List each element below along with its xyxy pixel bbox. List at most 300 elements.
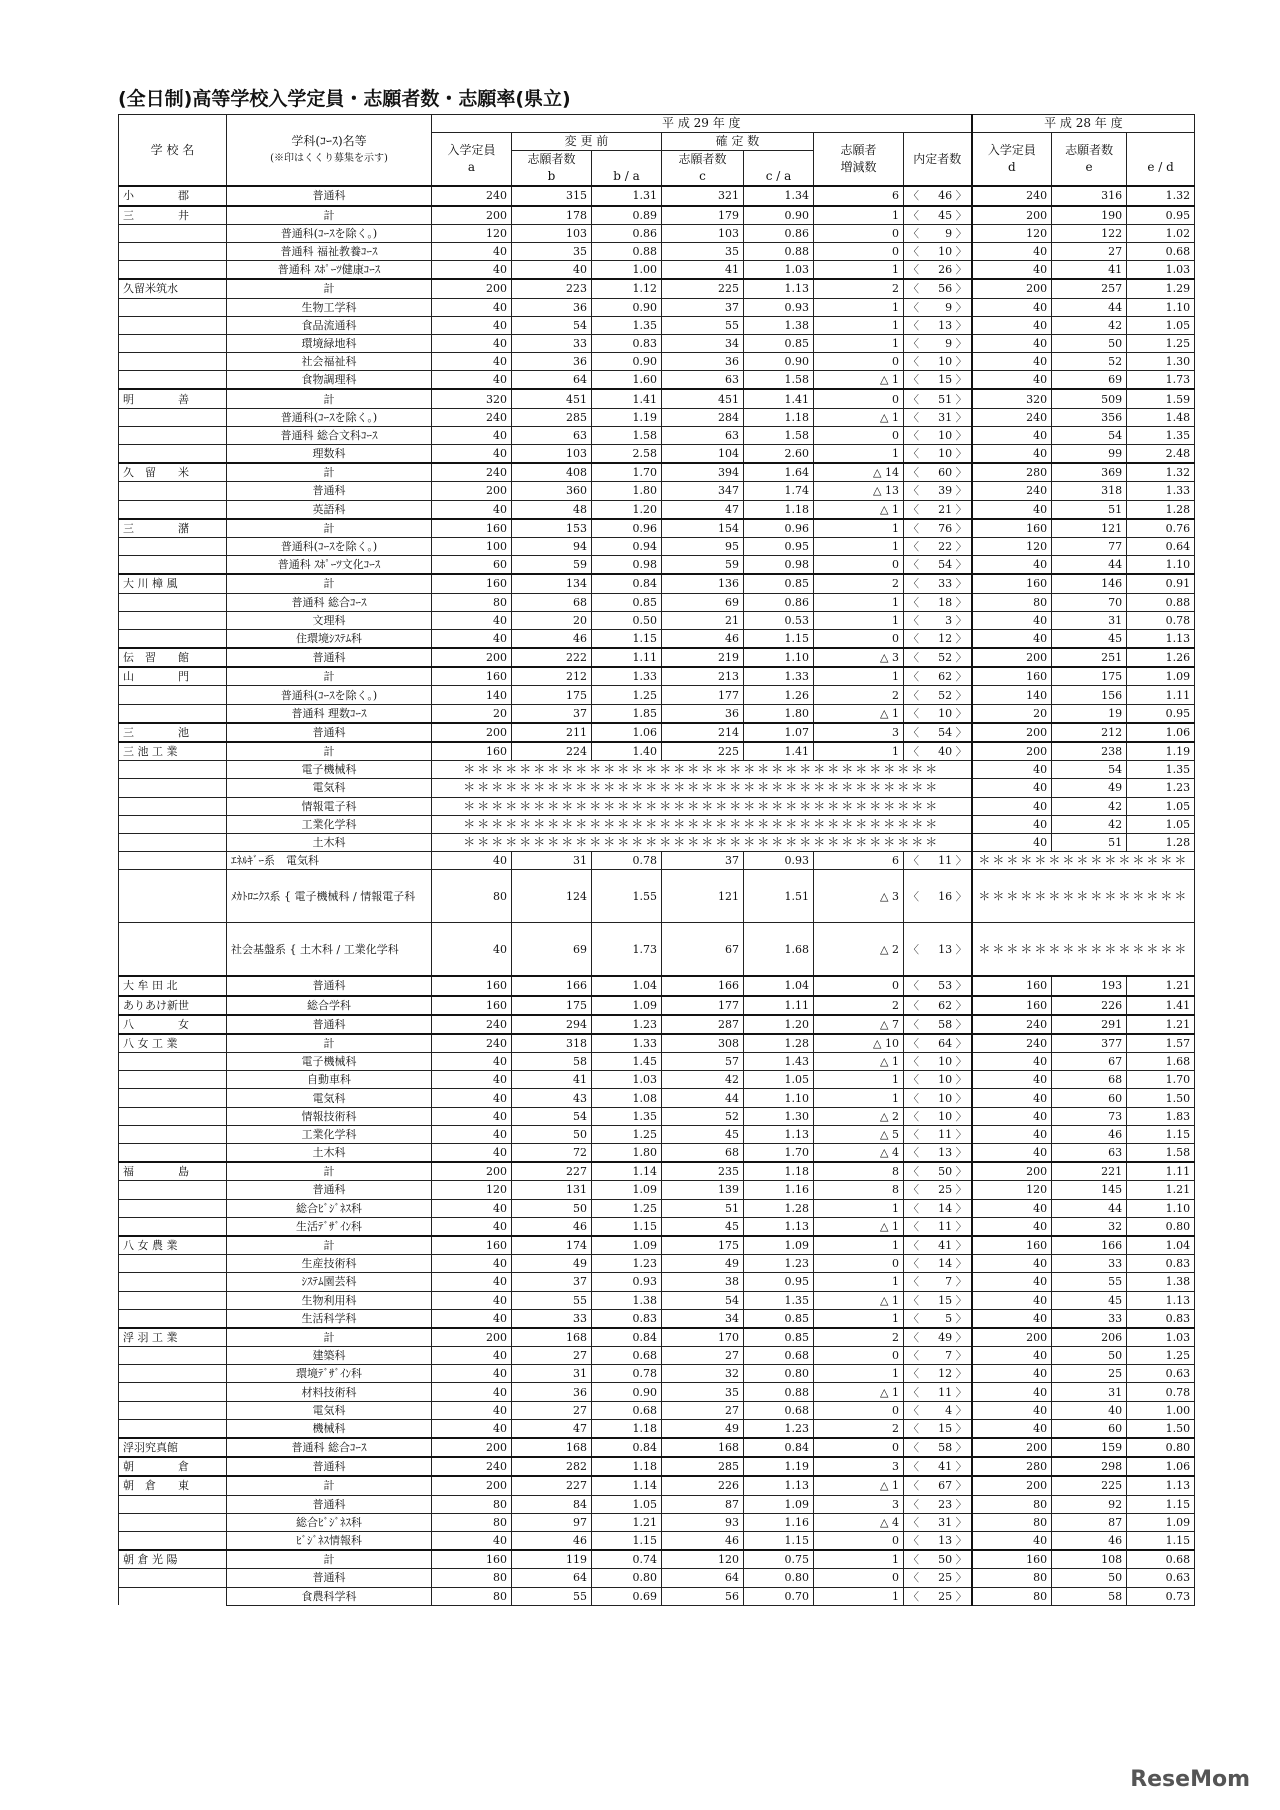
table-row [119, 1419, 1195, 1438]
table-cell: 浮 羽 工 業 [119, 1328, 227, 1347]
table-cell: 97 [512, 1513, 592, 1531]
col-applicants-e: 志願者数 e [1052, 133, 1127, 187]
table-cell [119, 1365, 227, 1383]
table-cell: 3 [814, 1495, 904, 1513]
table-cell: 普通科 ｽﾎﾟｰﾂ健康ｺｰｽ [227, 261, 432, 280]
table-cell: 朝 倉 光 陽 [119, 1550, 227, 1569]
table-cell: 1.23 [592, 1015, 662, 1034]
table-cell: 0.68 [1127, 242, 1195, 260]
table-cell: ｼｽﾃﾑ園芸科 [227, 1273, 432, 1291]
table-cell: 1.11 [1127, 1162, 1195, 1181]
table-cell: 普通科 [227, 482, 432, 500]
table-row [119, 1550, 1195, 1569]
table-cell: 土木科 [227, 1144, 432, 1163]
table-cell: 1.80 [592, 482, 662, 500]
table-cell: 1.05 [1127, 815, 1195, 833]
table-cell: 69 [512, 923, 592, 977]
table-cell: 0 [814, 242, 904, 260]
table-cell: 156 [1052, 686, 1127, 704]
col-course: 学科(ｺｰｽ)名等 (※印はくくり募集を示す) [227, 115, 432, 187]
table-cell: 1 [814, 1365, 904, 1383]
table-cell: 31 [512, 852, 592, 870]
table-cell: 1.70 [744, 1144, 814, 1163]
table-cell: 社会基盤系 { 土木科 / 工業化学科 [227, 923, 432, 977]
table-cell: 朝 倉 東 [119, 1476, 227, 1495]
table-cell: 0.80 [592, 1569, 662, 1587]
table-cell: 80 [432, 1587, 512, 1605]
table-cell: 40 [972, 1365, 1052, 1383]
table-row [119, 1071, 1195, 1089]
table-cell: 33 [512, 334, 592, 352]
table-cell: 27 [512, 1401, 592, 1419]
table-cell: 168 [662, 1438, 744, 1457]
table-cell: 315 [512, 186, 592, 205]
table-row [119, 611, 1195, 629]
table-cell: 環境ﾃﾞｻﾞｲﾝ科 [227, 1365, 432, 1383]
table-cell: 40 [432, 1273, 512, 1291]
table-cell: 40 [432, 1107, 512, 1125]
table-cell: 140 [432, 686, 512, 704]
table-cell: 0.83 [1127, 1255, 1195, 1273]
table-cell: 1 [814, 1587, 904, 1605]
table-cell [119, 556, 227, 575]
table-cell: 1 [814, 445, 904, 464]
table-cell: 1.03 [1127, 1328, 1195, 1347]
table-cell: 33 [512, 1309, 592, 1328]
table-cell: 〈 15 〉 [904, 371, 972, 390]
table-cell: 1.80 [592, 1144, 662, 1163]
table-cell: 31 [1052, 611, 1127, 629]
table-cell: 1 [814, 1089, 904, 1107]
table-cell: 0 [814, 353, 904, 371]
table-cell: 40 [972, 371, 1052, 390]
table-cell: 45 [662, 1217, 744, 1236]
table-cell: 40 [432, 1089, 512, 1107]
table-cell: 226 [662, 1476, 744, 1495]
table-cell: 0.80 [1127, 1438, 1195, 1457]
table-cell: 40 [972, 1401, 1052, 1419]
col-ed: e / d [1127, 133, 1195, 187]
table-cell: 普通科 [227, 648, 432, 667]
table-cell: 153 [512, 519, 592, 538]
table-cell: 200 [972, 206, 1052, 225]
table-cell: 〈 10 〉 [904, 1053, 972, 1071]
table-cell: 160 [432, 1236, 512, 1255]
table-cell: 44 [662, 1089, 744, 1107]
table-row [119, 1457, 1195, 1476]
table-cell: 〈 26 〉 [904, 261, 972, 280]
table-cell: ＊＊＊＊＊＊＊＊＊＊＊＊＊＊＊＊＊＊＊＊＊＊＊＊＊＊＊＊＊＊＊＊＊＊ [432, 761, 972, 779]
table-cell: 77 [1052, 537, 1127, 555]
table-cell: 160 [432, 742, 512, 761]
table-cell: 1.30 [744, 1107, 814, 1125]
table-cell: 1.64 [744, 463, 814, 482]
table-cell: 251 [1052, 648, 1127, 667]
table-cell: 40 [972, 833, 1052, 851]
table-cell: 221 [1052, 1162, 1127, 1181]
table-cell: 1.13 [1127, 1476, 1195, 1495]
table-cell: 1.03 [1127, 261, 1195, 280]
table-cell: 1.35 [592, 1107, 662, 1125]
table-cell: 〈 50 〉 [904, 1550, 972, 1569]
table-cell: 1.23 [592, 1255, 662, 1273]
table-cell: 〈 11 〉 [904, 1125, 972, 1143]
table-cell: 40 [432, 1309, 512, 1328]
table-cell: 0.69 [592, 1587, 662, 1605]
table-cell: 0.88 [744, 242, 814, 260]
table-cell: 計 [227, 667, 432, 686]
col-change: 志願者 増減数 [814, 133, 904, 187]
table-cell: 三 潴 [119, 519, 227, 538]
table-cell: △ 3 [814, 648, 904, 667]
table-cell: 40 [432, 1401, 512, 1419]
table-cell: 伝 習 館 [119, 648, 227, 667]
table-row [119, 224, 1195, 242]
table-cell: 200 [972, 1328, 1052, 1347]
table-cell: 40 [432, 1144, 512, 1163]
table-row [119, 1438, 1195, 1457]
table-cell: 38 [662, 1273, 744, 1291]
table-cell: 200 [432, 1328, 512, 1347]
table-cell: 40 [972, 1071, 1052, 1089]
table-row [119, 779, 1195, 797]
table-cell [119, 445, 227, 464]
table-cell: 200 [432, 279, 512, 298]
table-cell [119, 1513, 227, 1531]
table-cell: 1.15 [744, 1531, 814, 1550]
table-cell: 0.90 [744, 206, 814, 225]
table-row [119, 426, 1195, 444]
table-cell: 80 [432, 1495, 512, 1513]
table-cell: 291 [1052, 1015, 1127, 1034]
table-cell: 〈 10 〉 [904, 242, 972, 260]
table-cell: 160 [972, 1236, 1052, 1255]
table-cell: 0.93 [744, 298, 814, 316]
table-row [119, 1053, 1195, 1071]
table-cell: 1.21 [1127, 976, 1195, 995]
table-cell: 0.88 [744, 1383, 814, 1401]
table-cell: 1.58 [1127, 1144, 1195, 1163]
table-cell: 〈 13 〉 [904, 316, 972, 334]
table-cell: 45 [1052, 629, 1127, 648]
table-cell: 168 [512, 1438, 592, 1457]
table-cell: 55 [512, 1587, 592, 1605]
table-cell: 80 [972, 1513, 1052, 1531]
col-capacity-d: 入学定員 d [972, 133, 1052, 187]
table-cell: 43 [512, 1089, 592, 1107]
table-cell: 377 [1052, 1034, 1127, 1053]
table-row [119, 593, 1195, 611]
table-cell: 35 [662, 242, 744, 260]
table-cell: △ 1 [814, 1476, 904, 1495]
table-cell: 42 [662, 1071, 744, 1089]
table-cell [119, 1531, 227, 1550]
table-cell: △ 1 [814, 1383, 904, 1401]
table-cell: 49 [512, 1255, 592, 1273]
table-cell: 計 [227, 1162, 432, 1181]
table-cell: 2.58 [592, 445, 662, 464]
table-cell: 1.18 [592, 1419, 662, 1438]
table-cell [119, 1144, 227, 1163]
table-cell: 〈 62 〉 [904, 667, 972, 686]
table-cell: 69 [1052, 371, 1127, 390]
table-row [119, 629, 1195, 648]
table-cell [119, 1495, 227, 1513]
table-cell: 316 [1052, 186, 1127, 205]
table-cell: 1.26 [1127, 648, 1195, 667]
table-row [119, 519, 1195, 538]
table-cell: 1.09 [592, 1236, 662, 1255]
table-cell: 36 [662, 704, 744, 723]
table-cell: 240 [432, 1457, 512, 1476]
table-cell: 0.84 [592, 574, 662, 593]
table-cell: 40 [972, 1053, 1052, 1071]
table-cell: 1.35 [1127, 761, 1195, 779]
table-cell: 工業化学科 [227, 815, 432, 833]
table-cell: 〈 5 〉 [904, 1309, 972, 1328]
table-cell: 93 [662, 1513, 744, 1531]
table-cell: 計 [227, 742, 432, 761]
table-cell: 35 [512, 242, 592, 260]
table-row [119, 556, 1195, 575]
table-cell: 0.94 [592, 537, 662, 555]
table-cell: 〈 18 〉 [904, 593, 972, 611]
table-row [119, 1347, 1195, 1365]
table-cell: 46 [512, 629, 592, 648]
table-cell: 33 [1052, 1309, 1127, 1328]
table-cell: 1.04 [744, 976, 814, 995]
table-row [119, 761, 1195, 779]
table-cell: 八 女 農 業 [119, 1236, 227, 1255]
table-cell: 電気科 [227, 1089, 432, 1107]
table-cell: 177 [662, 996, 744, 1015]
table-cell: 175 [512, 996, 592, 1015]
table-cell: 40 [972, 1125, 1052, 1143]
table-row [119, 870, 1195, 923]
table-cell: 〈 23 〉 [904, 1495, 972, 1513]
table-cell: 48 [512, 500, 592, 519]
table-cell: 1.00 [592, 261, 662, 280]
table-cell: 1.04 [592, 976, 662, 995]
table-cell: 〈 10 〉 [904, 1071, 972, 1089]
table-cell: 計 [227, 574, 432, 593]
table-cell: 〈 11 〉 [904, 1217, 972, 1236]
table-cell: 工業化学科 [227, 1125, 432, 1143]
table-cell: 生物工学科 [227, 298, 432, 316]
table-cell: 〈 10 〉 [904, 426, 972, 444]
table-row [119, 500, 1195, 519]
table-cell: 222 [512, 648, 592, 667]
table-cell: 40 [972, 1273, 1052, 1291]
table-cell: 1.18 [744, 1162, 814, 1181]
table-row [119, 648, 1195, 667]
table-cell: 1.09 [592, 996, 662, 1015]
table-cell [119, 426, 227, 444]
table-cell: 1.59 [1127, 389, 1195, 408]
table-cell: 0.50 [592, 611, 662, 629]
table-cell [119, 242, 227, 260]
table-cell: 40 [432, 261, 512, 280]
table-cell: 1.58 [592, 426, 662, 444]
table-cell: ＊＊＊＊＊＊＊＊＊＊＊＊＊＊＊ [972, 852, 1195, 870]
table-cell: 55 [662, 316, 744, 334]
table-cell: 1.35 [592, 316, 662, 334]
table-cell: 0.80 [744, 1365, 814, 1383]
table-cell: 計 [227, 1236, 432, 1255]
table-cell: 200 [432, 206, 512, 225]
table-cell: 60 [432, 556, 512, 575]
table-cell: 40 [972, 1089, 1052, 1107]
table-cell: 52 [1052, 353, 1127, 371]
table-cell: 40 [432, 334, 512, 352]
table-cell: 0.86 [744, 593, 814, 611]
table-cell: ＊＊＊＊＊＊＊＊＊＊＊＊＊＊＊＊＊＊＊＊＊＊＊＊＊＊＊＊＊＊＊＊＊＊ [432, 833, 972, 851]
table-cell: 31 [1052, 1383, 1127, 1401]
table-cell: 46 [512, 1531, 592, 1550]
table-cell: △ 2 [814, 1107, 904, 1125]
table-cell: 46 [1052, 1125, 1127, 1143]
table-cell: 80 [972, 593, 1052, 611]
table-cell: 200 [972, 723, 1052, 742]
table-cell: 1.48 [1127, 408, 1195, 426]
table-cell: 〈 13 〉 [904, 1144, 972, 1163]
table-cell: 212 [1052, 723, 1127, 742]
table-cell: 0.90 [592, 1383, 662, 1401]
table-cell: 160 [432, 574, 512, 593]
table-cell: 〈 31 〉 [904, 1513, 972, 1531]
table-cell: 普通科(ｺｰｽを除く。) [227, 686, 432, 704]
table-cell: 〈 9 〉 [904, 224, 972, 242]
table-row [119, 1162, 1195, 1181]
table-cell: △ 1 [814, 1291, 904, 1309]
table-cell: 普通科 [227, 723, 432, 742]
table-cell: 1.70 [1127, 1071, 1195, 1089]
table-cell: 40 [432, 923, 512, 977]
table-cell: 145 [1052, 1181, 1127, 1199]
table-cell: 347 [662, 482, 744, 500]
table-cell: 240 [432, 186, 512, 205]
table-cell: 356 [1052, 408, 1127, 426]
table-cell: 87 [662, 1495, 744, 1513]
table-cell: 〈 3 〉 [904, 611, 972, 629]
table-cell: 80 [972, 1587, 1052, 1605]
table-cell: 67 [1052, 1053, 1127, 1071]
table-cell: 6 [814, 852, 904, 870]
table-cell: 生活ﾃﾞｻﾞｲﾝ科 [227, 1217, 432, 1236]
table-cell [119, 923, 227, 977]
table-row [119, 852, 1195, 870]
table-cell: 40 [972, 1107, 1052, 1125]
table-cell: 環境緑地科 [227, 334, 432, 352]
table-cell: 1.32 [1127, 463, 1195, 482]
table-cell: 普通科 福祉教養ｺｰｽ [227, 242, 432, 260]
table-row [119, 1328, 1195, 1347]
table-cell: 50 [1052, 334, 1127, 352]
table-cell: 1.50 [1127, 1089, 1195, 1107]
table-cell [119, 1217, 227, 1236]
table-cell: 40 [972, 1531, 1052, 1550]
table-cell: ＊＊＊＊＊＊＊＊＊＊＊＊＊＊＊＊＊＊＊＊＊＊＊＊＊＊＊＊＊＊＊＊＊＊ [432, 797, 972, 815]
table-cell: 1.00 [1127, 1401, 1195, 1419]
table-row [119, 1089, 1195, 1107]
table-cell: 1 [814, 1309, 904, 1328]
table-cell [119, 1071, 227, 1089]
table-row [119, 1181, 1195, 1199]
table-cell: 〈 22 〉 [904, 537, 972, 555]
table-cell: 136 [662, 574, 744, 593]
table-cell: 〈 14 〉 [904, 1255, 972, 1273]
table-cell: 0.78 [592, 852, 662, 870]
table-row [119, 408, 1195, 426]
table-cell: 40 [432, 298, 512, 316]
table-row [119, 815, 1195, 833]
table-cell: ありあけ新世 [119, 996, 227, 1015]
table-cell: 1.19 [1127, 742, 1195, 761]
table-cell: △ 1 [814, 1053, 904, 1071]
table-row [119, 537, 1195, 555]
table-cell: 40 [432, 1291, 512, 1309]
table-cell: 178 [512, 206, 592, 225]
table-row [119, 1015, 1195, 1034]
table-cell: 1.28 [1127, 500, 1195, 519]
table-cell: 285 [512, 408, 592, 426]
table-cell [119, 1107, 227, 1125]
table-cell: 1.35 [1127, 426, 1195, 444]
table-cell: 電気科 [227, 1401, 432, 1419]
table-cell: 情報技術科 [227, 1107, 432, 1125]
table-cell: 36 [512, 298, 592, 316]
table-cell: 159 [1052, 1438, 1127, 1457]
table-cell: 1.45 [592, 1053, 662, 1071]
table-cell: 1.83 [1127, 1107, 1195, 1125]
table-cell: 1.38 [744, 316, 814, 334]
table-cell: 1.14 [592, 1476, 662, 1495]
table-cell: 0 [814, 976, 904, 995]
table-cell: △ 1 [814, 408, 904, 426]
table-cell: 0.80 [744, 1569, 814, 1587]
table-row [119, 353, 1195, 371]
table-cell: 1.14 [592, 1162, 662, 1181]
table-cell: 40 [972, 1144, 1052, 1163]
table-cell: 0.63 [1127, 1365, 1195, 1383]
table-cell: 1.13 [744, 1217, 814, 1236]
table-cell: 文理科 [227, 611, 432, 629]
table-cell: 食農科学科 [227, 1587, 432, 1605]
table-cell: 計 [227, 206, 432, 225]
table-cell: 〈 54 〉 [904, 723, 972, 742]
table-cell: △ 14 [814, 463, 904, 482]
table-cell: 6 [814, 186, 904, 205]
table-cell [119, 761, 227, 779]
table-cell: 情報電子科 [227, 797, 432, 815]
table-row [119, 1255, 1195, 1273]
table-cell: 1.10 [1127, 556, 1195, 575]
table-cell: 1.73 [592, 923, 662, 977]
table-cell: 普通科 理数ｺｰｽ [227, 704, 432, 723]
table-cell: 227 [512, 1162, 592, 1181]
table-cell: 〈 9 〉 [904, 298, 972, 316]
table-cell: 2.48 [1127, 445, 1195, 464]
table-cell: 1.13 [1127, 629, 1195, 648]
table-cell: ＊＊＊＊＊＊＊＊＊＊＊＊＊＊＊＊＊＊＊＊＊＊＊＊＊＊＊＊＊＊＊＊＊＊ [432, 779, 972, 797]
table-cell: 1.20 [744, 1015, 814, 1034]
table-cell: 40 [432, 500, 512, 519]
table-cell: 40 [432, 1217, 512, 1236]
table-cell: 8 [814, 1181, 904, 1199]
table-cell: 1.41 [1127, 996, 1195, 1015]
table-cell: 〈 15 〉 [904, 1419, 972, 1438]
table-cell: 普通科(ｺｰｽを除く。) [227, 408, 432, 426]
